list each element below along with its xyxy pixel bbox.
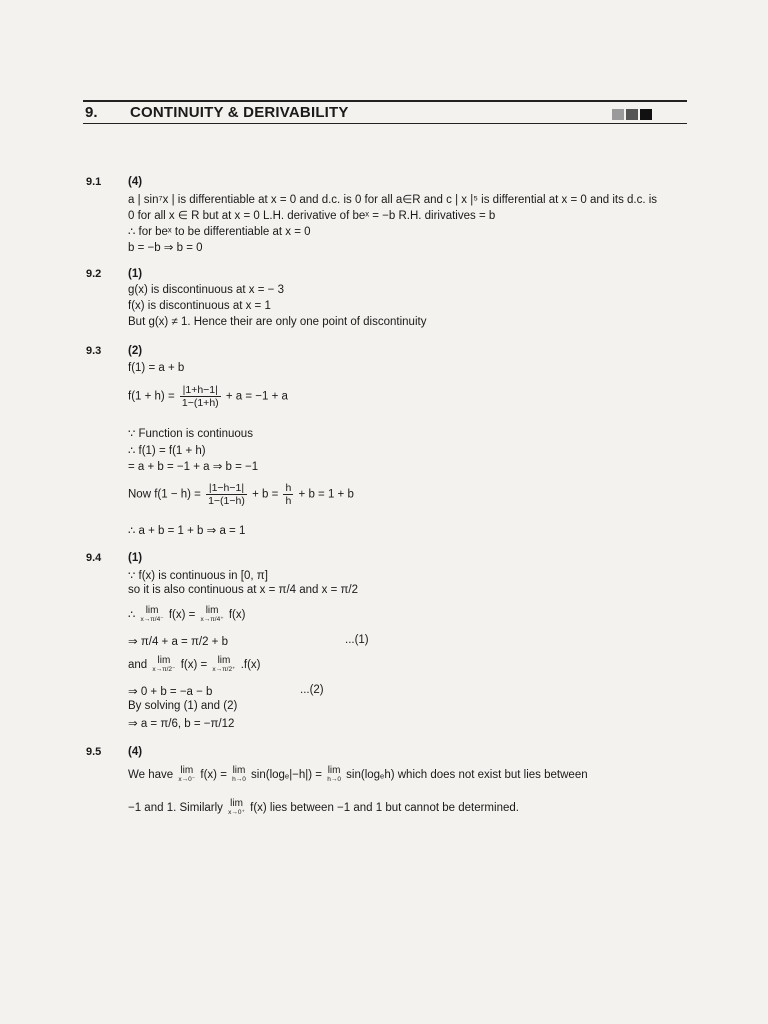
solution-line: ∴ f(1) = f(1 + h): [128, 445, 206, 457]
expression-text: Now f(1 − h) =: [128, 488, 201, 501]
solution-line: so it is also continuous at x = π/4 and x = π/2: [128, 584, 359, 596]
question-number: 9.4: [86, 552, 102, 564]
solution-line-limit: [128, 656, 261, 674]
fraction: [180, 384, 221, 409]
limit: [327, 766, 341, 784]
expression-text: f(x) =: [168, 609, 196, 622]
question-number: 9.5: [86, 746, 102, 758]
limit: [232, 766, 246, 784]
expression-text: f(x): [228, 609, 246, 622]
answer-option: (2): [128, 345, 143, 357]
solution-line-fraction: [128, 384, 288, 409]
answer-option: (1): [128, 552, 143, 564]
limit-label: lim: [230, 798, 243, 809]
limit: [178, 766, 195, 784]
question-number: 9.3: [86, 345, 102, 357]
header-block-light: [612, 109, 624, 120]
equation-tag: ...(2): [300, 684, 324, 696]
solution-line: ∵ Function is continuous: [128, 428, 253, 440]
header-block-mid: [626, 109, 638, 120]
expression-text: sin(logₑ|−h|) =: [251, 769, 323, 782]
expression-text: f(x) lies between −1 and 1 but cannot be determined.: [250, 802, 519, 815]
solution-line: f(x) is discontinuous at x = 1: [128, 300, 271, 312]
header-block-dark: [640, 109, 652, 120]
limit-subscript: x→π/2⁺: [212, 666, 236, 673]
expression-text: + b = 1 + b: [298, 488, 354, 501]
answer-option: (4): [128, 176, 143, 188]
limit: [152, 656, 175, 674]
limit-subscript: h→0: [232, 776, 246, 783]
limit-label: lim: [180, 765, 194, 776]
solution-line: ⇒ a = π/6, b = −π/12: [128, 718, 235, 730]
solution-line: ∵ f(x) is continuous in [0, π]: [128, 570, 268, 582]
limit-subscript: x→π/2⁻: [152, 666, 176, 673]
limit-label: lim: [327, 765, 341, 776]
answer-option: (4): [128, 746, 143, 758]
expression-text: f(x) =: [180, 659, 208, 672]
solution-line: But g(x) ≠ 1. Hence their are only one point of discontinuity: [128, 316, 427, 328]
limit-label: lim: [205, 605, 219, 616]
fraction-denominator: 1−(1+h): [181, 397, 219, 409]
solution-line: = a + b = −1 + a ⇒ b = −1: [128, 461, 259, 473]
header-blocks: [612, 109, 652, 120]
fraction-numerator: |1+h−1|: [180, 384, 221, 397]
limit-label: lim: [232, 765, 246, 776]
fraction-denominator: 1−(1−h): [208, 495, 245, 507]
limit-subscript: x→π/4⁻: [140, 616, 164, 623]
limit: [212, 656, 235, 674]
limit-subscript: x→0⁺: [228, 809, 245, 816]
chapter-number: 9.: [85, 104, 98, 121]
fraction: [206, 482, 247, 507]
solution-line-limit: [128, 799, 519, 817]
solution-line-fraction: [128, 482, 354, 507]
expression-text: ∴: [128, 609, 136, 622]
equation-tag: ...(1): [345, 634, 369, 646]
expression-text: + a = −1 + a: [225, 390, 288, 403]
limit-subscript: x→0⁻: [178, 776, 196, 783]
expression-text: We have: [128, 769, 174, 782]
limit-subscript: h→0: [327, 776, 341, 783]
solution-line-limit: [128, 606, 245, 624]
expression-text: and: [128, 659, 148, 672]
solution-line: 0 for all x ∈ R but at x = 0 L.H. derivative of beˣ = −b R.H. dirivatives = b: [128, 210, 496, 222]
limit-label: lim: [217, 655, 231, 666]
limit-label: lim: [157, 655, 171, 666]
solution-line-limit: [128, 766, 588, 784]
fraction-denominator: h: [285, 495, 292, 507]
solution-line: ∴ a + b = 1 + b ⇒ a = 1: [128, 525, 246, 537]
limit: [201, 606, 224, 624]
expression-text: f(x) =: [200, 769, 227, 782]
solution-line: ⇒ π/4 + a = π/2 + b: [128, 636, 228, 648]
answer-option: (1): [128, 268, 143, 280]
solution-line: ∴ for beˣ to be differentiable at x = 0: [128, 226, 311, 238]
limit: [141, 606, 164, 624]
fraction-numerator: h: [285, 482, 292, 494]
solution-line: g(x) is discontinuous at x = − 3: [128, 284, 284, 296]
chapter-title: CONTINUITY & DERIVABILITY: [130, 104, 349, 121]
expression-text: sin(logₑh) which does not exist but lies between: [346, 769, 588, 782]
expression-text: f(1 + h) =: [128, 390, 175, 403]
solution-line: b = −b ⇒ b = 0: [128, 242, 203, 254]
solution-line: a | sin⁷x | is differentiable at x = 0 and d.c. is 0 for all a∈R and c | x |⁵ is differential at x = 0 and its d.c. is: [128, 194, 658, 206]
fraction-numerator: |1−h−1|: [206, 482, 247, 495]
limit-subscript: x→π/4⁺: [200, 616, 224, 623]
fraction: [283, 482, 293, 507]
limit: [228, 799, 245, 817]
solution-line: By solving (1) and (2): [128, 700, 238, 712]
limit-label: lim: [145, 605, 159, 616]
solution-line: f(1) = a + b: [128, 362, 185, 374]
expression-text: + b =: [252, 488, 279, 501]
header-bottom-rule: [83, 123, 687, 124]
header-top-rule: [83, 100, 687, 102]
expression-text: .f(x): [240, 659, 261, 672]
question-number: 9.1: [86, 176, 102, 188]
question-number: 9.2: [86, 268, 102, 280]
expression-text: −1 and 1. Similarly: [128, 802, 223, 815]
solution-line: ⇒ 0 + b = −a − b: [128, 686, 213, 698]
